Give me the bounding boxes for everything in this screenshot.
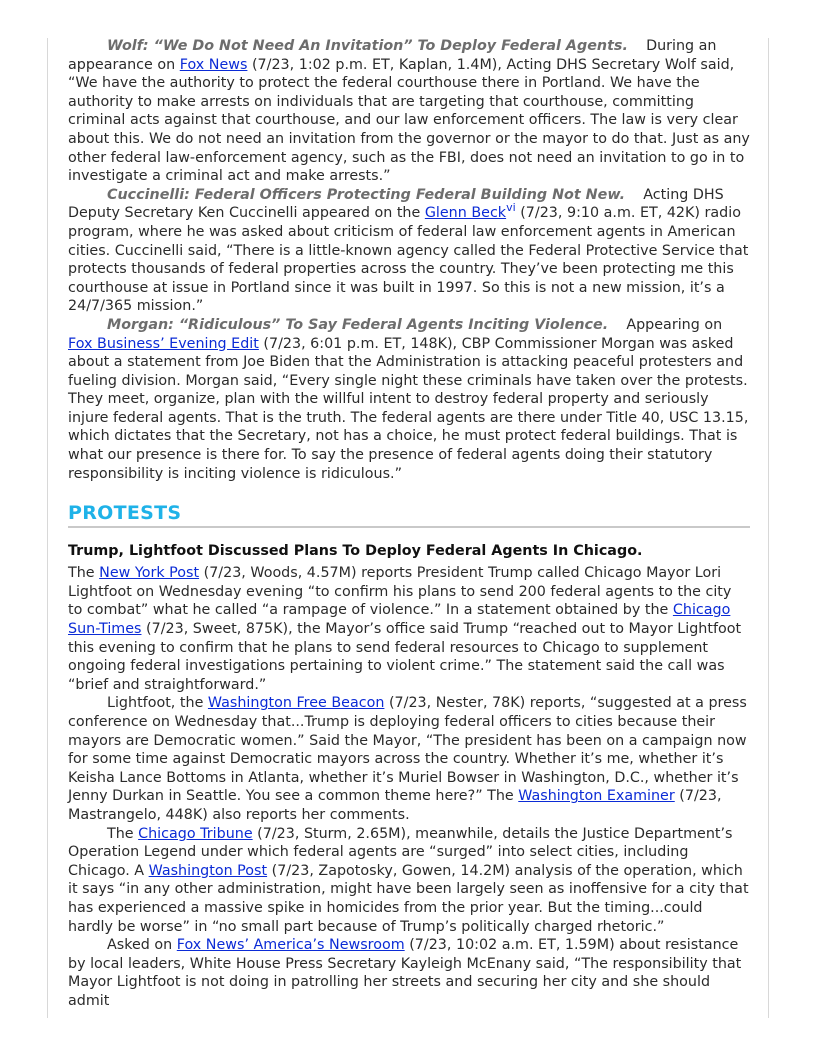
link-washington-free-beacon[interactable]: Washington Free Beacon (207, 695, 385, 712)
lead-heading: Morgan: “Ridiculous” To Say Federal Agents Inciting Violence. (107, 316, 609, 333)
link-chicago-tribune[interactable]: Chicago Tribune (138, 825, 253, 842)
paragraph-operation-legend: The Chicago Tribune (7/23, Sturm, 2.65M), meanwhile, details the Justice Department’s Operation Legend under which federal agents are “surged” into select cities, including Chicago. A Washington Post (7/23, Zapotosky, Gowen, 14.2M) analysis of the operation, which it says “in any other administration, might have been largely seen as inoffensive for a city that has experienced a massive spike in homicides from the prior year. But the timing...could hardly be worse” in “no small part because of Trump’s politically charged rhetoric.” (68, 825, 749, 935)
link-fox-news[interactable]: Fox News (179, 56, 248, 73)
link-new-york-post[interactable]: New York Post (99, 565, 200, 582)
paragraph-trump-lightfoot: The New York Post (7/23, Woods, 4.57M) reports President Trump called Chicago Mayor Lori Lightfoot on Wednesday evening “to confirm his plans to send 200 federal agents to the city to combat” what he called “a rampage of violence.” In a statement obtained by the Chicago Sun-Times (7/23, Sweet, 875K), the Mayor’s office said Trump “reached out to Mayor Lightfoot this evening to confirm that he plans to send federal resources to Chicago to supplement ongoing federal investigations pertaining to violent crime.” The statement said the call was “brief and straightforward.” (68, 565, 742, 693)
paragraph-morgan: Morgan: “Ridiculous” To Say Federal Agents Inciting Violence. Appearing on Fox Business’ Evening Edit (7/23, 6:01 p.m. ET, 148K), CBP Commissioner Morgan was asked about a statement from Joe Biden that the Administration is attacking peaceful protesters and fueling division. Morgan said, “Every single night these criminals have taken over the protests. They meet, organize, plan with the willful intent to destroy federal property and seriously injure federal agents. That is the truth. The federal agents are there under Title 40, USC 13.15, which dictates that the Secretary, not has a choice, he must protect federal buildings. That is what our presence is there for. To say the presence of federal agents doing their statutory responsibility is inciting violence is ridiculous.” (68, 316, 749, 482)
paragraph-wolf: Wolf: “We Do Not Need An Invitation” To Deploy Federal Agents. During an appearance on Fox News (7/23, 1:02 p.m. ET, Kaplan, 1.4M), Acting DHS Secretary Wolf said, “We have the authority to protect the federal courthouse there in Portland. We have the authority to make arrests on individuals that are targeting that courthouse, committing criminal acts against that courthouse, and our law enforcement officers. The law is very clear about this. We do not need an invitation from the governor or the mayor to do that. Just as any other federal law-enforcement agency, such as the FBI, does not need an invitation to go in to investigate a criminal act and make arrests.” (68, 38, 750, 185)
link-washington-post[interactable]: Washington Post (148, 862, 268, 879)
page-border-right (768, 38, 769, 1018)
page-border-left (47, 38, 48, 1018)
section-heading-protests: PROTESTS (68, 502, 750, 528)
link-fox-business-evening-edit[interactable]: Fox Business’ Evening Edit (68, 335, 259, 352)
link-washington-examiner[interactable]: Washington Examiner (518, 788, 675, 805)
lead-heading: Wolf: “We Do Not Need An Invitation” To Deploy Federal Agents. (107, 38, 628, 54)
lead-heading: Cuccinelli: Federal Officers Protecting Federal Building Not New. (107, 186, 626, 203)
link-glenn-beck[interactable]: Glenn Beck (424, 205, 507, 222)
article-headline: Trump, Lightfoot Discussed Plans To Deploy Federal Agents In Chicago. (68, 543, 643, 560)
link-fox-news-americas-newsroom[interactable]: Fox News’ America’s Newsroom (176, 937, 405, 954)
document-body (68, 37, 750, 1011)
footnote-ref[interactable]: vi (506, 201, 516, 215)
link-chicago-sun-times[interactable]: Chicago Sun-Times (68, 602, 731, 638)
paragraph-lightfoot: Lightfoot, the Washington Free Beacon (7/23, Nester, 78K) reports, “suggested at a press conference on Wednesday that...Trump is deploying federal officers to cities because their mayors are Democratic women.” Said the Mayor, “The president has been on a campaign now for some time against Democratic mayors across the country. Whether it’s me, whether it’s Keisha Lance Bottoms in Atlanta, whether it’s Muriel Bowser in Washington, D.C., whether it’s Jenny Durkan in Seattle. You see a common theme here?” The Washington Examiner (7/23, Mastrangelo, 448K) also reports her comments. (68, 695, 747, 823)
paragraph-mcenany: Asked on Fox News’ America’s Newsroom (7/23, 10:02 a.m. ET, 1.59M) about resistance by local leaders, White House Press Secretary Kayleigh McEnany said, “The responsibility that Mayor Lightfoot is not doing in patrolling her streets and securing her city and she should admit (68, 937, 742, 1009)
paragraph-cuccinelli: Cuccinelli: Federal Officers Protecting Federal Building Not New. Acting DHS Deputy Secretary Ken Cuccinelli appeared on the Glenn Beck$^{vi}$ (7/23, 9:10 a.m. ET, 42K) radio program, where he was asked about criticism of federal law enforcement agents in American cities. Cuccinelli said, “There is a little-known agency called the Federal Protective Service that protects thousands of federal properties across the country. They’ve been protecting me this courthouse at issue in Portland since it was built in 1997. So this is not a new mission, it’s a 24/7/365 mission.” (68, 186, 749, 315)
